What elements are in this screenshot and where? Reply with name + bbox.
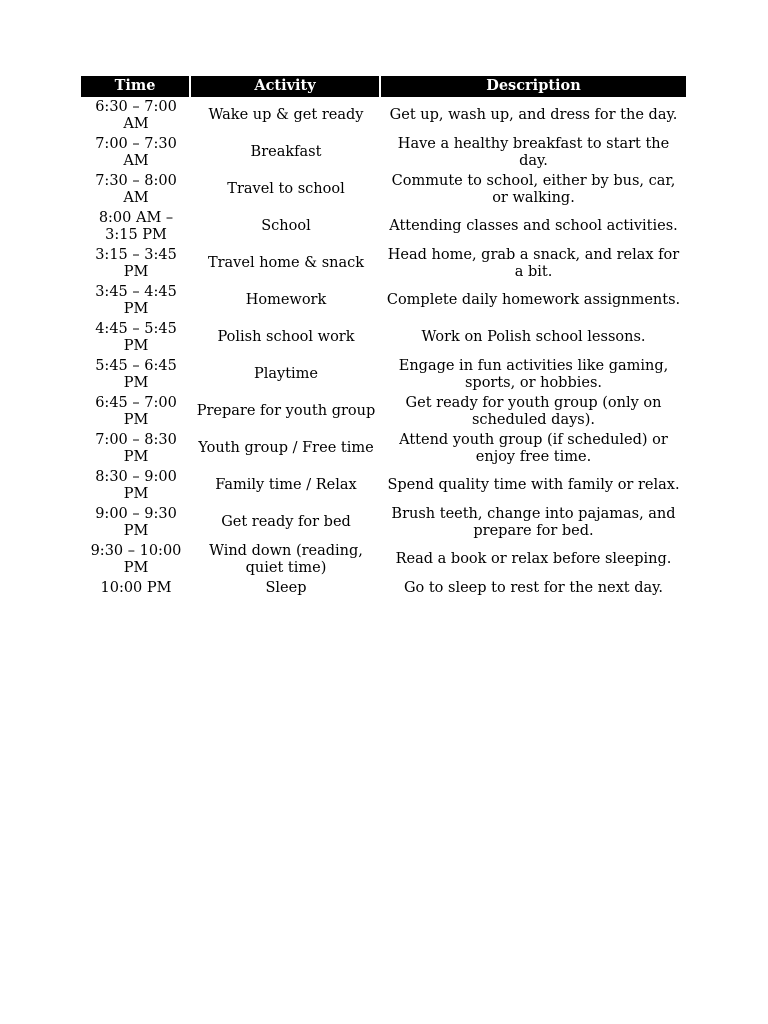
description-cell: Get up, wash up, and dress for the day.: [389, 107, 678, 124]
table-row: [81, 319, 686, 356]
time-cell: 8:00 AM – 3:15 PM: [98, 210, 174, 243]
activity-cell: Wake up & get ready: [208, 107, 364, 124]
table-body: [81, 97, 686, 604]
description-cell: Go to sleep to rest for the next day.: [403, 580, 664, 596]
activity-cell: Playtime: [253, 366, 319, 383]
table-row: [81, 467, 686, 504]
table-row: [81, 171, 686, 208]
activity-cell: Travel to school: [227, 181, 345, 198]
time-cell: 9:30 – 10:00 PM: [90, 543, 182, 576]
table-row: [81, 208, 686, 245]
time-cell: 6:30 – 7:00 AM: [95, 99, 177, 132]
time-cell: 8:30 – 9:00 PM: [95, 469, 177, 502]
table-row: [81, 541, 686, 578]
header-activity: Activity: [191, 76, 381, 97]
activity-cell: Polish school work: [217, 329, 355, 346]
table-header: [81, 76, 686, 97]
table-row: [81, 245, 686, 282]
time-cell: 3:15 – 3:45 PM: [95, 247, 177, 280]
activity-cell: Homework: [245, 292, 327, 309]
time-cell: 9:00 – 9:30 PM: [95, 506, 177, 539]
time-cell: 7:30 – 8:00 AM: [95, 173, 177, 206]
activity-cell: Breakfast: [250, 144, 322, 161]
description-cell: Commute to school, either by bus, car, or walking.: [391, 173, 676, 206]
description-cell: Read a book or relax before sleeping.: [395, 551, 672, 568]
time-cell: 7:00 – 7:30 AM: [95, 136, 177, 169]
description-cell: Work on Polish school lessons.: [421, 329, 646, 346]
time-cell: 5:45 – 6:45 PM: [95, 358, 177, 391]
activity-cell: Travel home & snack: [207, 255, 365, 272]
table-row: [81, 578, 686, 604]
description-cell: Get ready for youth group (only on scheduled days).: [405, 395, 662, 428]
table-row: [81, 393, 686, 430]
activity-cell: Wind down (reading, quiet time): [209, 543, 363, 576]
table-row: [81, 430, 686, 467]
activity-cell: School: [261, 218, 311, 235]
description-cell: Complete daily homework assignments.: [386, 292, 681, 309]
description-cell: Engage in fun activities like gaming, sports, or hobbies.: [398, 358, 669, 391]
table-row: [81, 504, 686, 541]
table-row: [81, 97, 686, 134]
header-row: [81, 76, 686, 97]
activity-cell: Prepare for youth group: [196, 403, 376, 420]
table-row: [81, 356, 686, 393]
header-time: Time: [81, 76, 191, 97]
time-cell: 3:45 – 4:45 PM: [95, 284, 177, 317]
activity-cell: Sleep: [265, 580, 307, 596]
time-cell: 6:45 – 7:00 PM: [95, 395, 177, 428]
description-cell: Brush teeth, change into pajamas, and prepare for bed.: [391, 506, 676, 539]
table-row: [81, 134, 686, 171]
time-cell: 7:00 – 8:30 PM: [95, 432, 177, 465]
table-row: [81, 282, 686, 319]
time-cell: 10:00 PM: [100, 580, 172, 596]
description-cell: Attend youth group (if scheduled) or enjoy free time.: [399, 432, 668, 465]
time-cell: 4:45 – 5:45 PM: [95, 321, 177, 354]
description-cell: Spend quality time with family or relax.: [387, 477, 680, 494]
description-cell: Attending classes and school activities.: [389, 218, 678, 235]
activity-cell: Youth group / Free time: [198, 440, 374, 457]
description-cell: Head home, grab a snack, and relax for a bit.: [387, 247, 680, 280]
activity-cell: Family time / Relax: [215, 477, 357, 494]
header-description: Description: [381, 76, 686, 97]
activity-cell: Get ready for bed: [221, 514, 351, 531]
description-cell: Have a healthy breakfast to start the day.: [397, 136, 670, 169]
daily-schedule-table: [81, 76, 686, 604]
